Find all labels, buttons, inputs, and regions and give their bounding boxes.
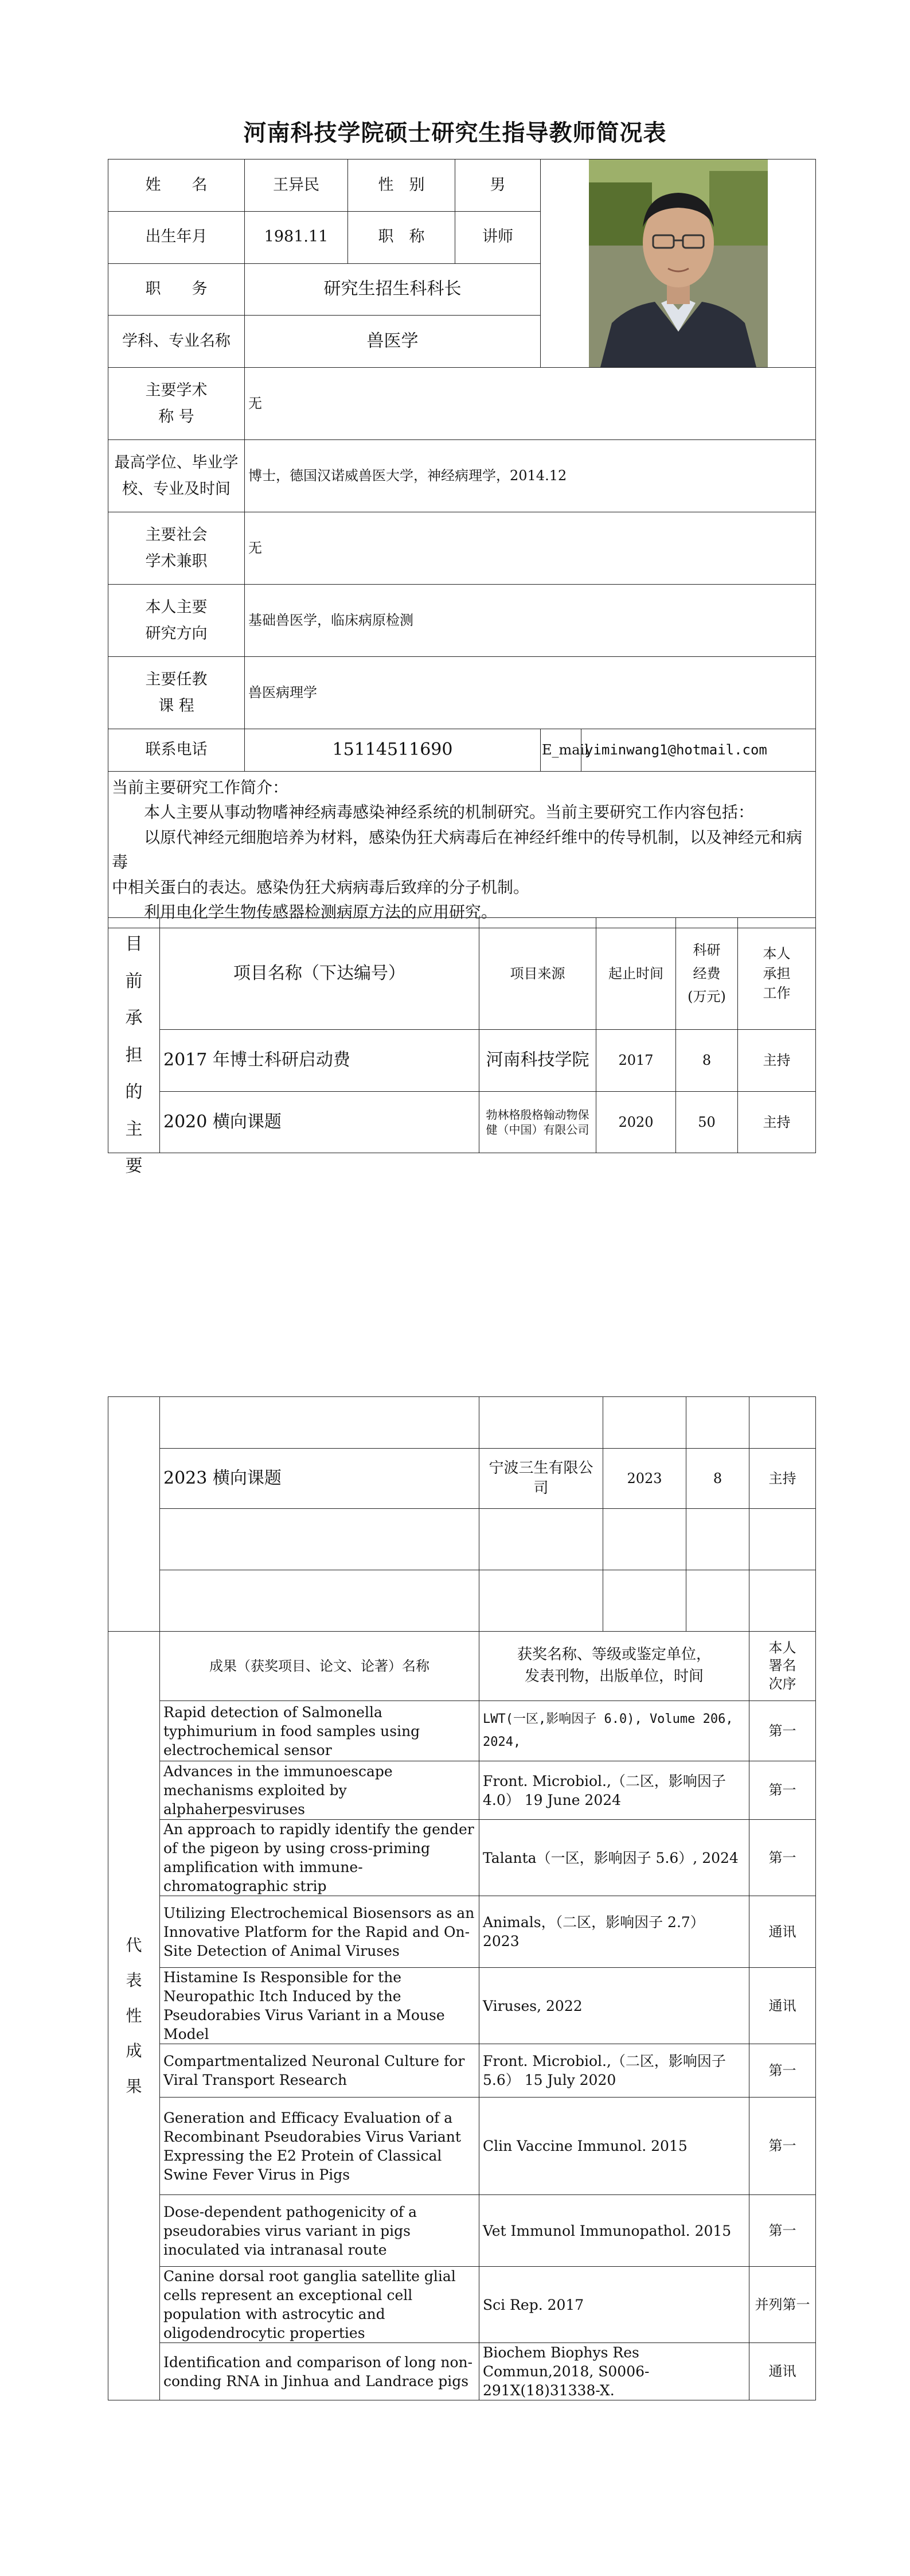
achievement-title: An approach to rapidly identify the gender of the pigeon by using cross-priming amplification with immune-chromatographic strip	[160, 1820, 479, 1896]
achievement-title: Utilizing Electrochemical Biosensors as an Innovative Platform for the Rapid and On-Site Detection of Animal Viruses	[160, 1896, 479, 1968]
project-role	[749, 1509, 816, 1570]
project-role: 主持	[738, 1092, 816, 1153]
achievements-side-label: 代 表 性 成 果	[108, 1632, 160, 2400]
project-period: 2020	[596, 1092, 676, 1153]
project-source	[479, 1570, 603, 1632]
achievement-order: 第一	[749, 2098, 816, 2195]
project-funding: 8	[676, 1030, 738, 1092]
achievement-source-header: 获奖名称、等级或鉴定单位， 发表刊物，出版单位，时间	[479, 1632, 749, 1701]
achievement-order: 通讯	[749, 1968, 816, 2044]
project-role	[749, 1570, 816, 1632]
intro-line: 利用电化学生物传感器检测病原方法的应用研究。	[144, 902, 498, 921]
table-row	[108, 1397, 816, 1449]
project-period-header: 起止时间	[596, 918, 676, 1030]
position-value: 研究生招生科科长	[245, 263, 541, 316]
table-row	[108, 1570, 816, 1632]
project-period: 2023	[603, 1449, 686, 1509]
table-row	[108, 1968, 816, 2044]
project-name	[160, 1397, 479, 1449]
achievement-title: Advances in the immunoescape mechanisms exploited by alphaherpesviruses	[160, 1761, 479, 1820]
photo-cell	[541, 159, 816, 368]
education-label: 最高学位、毕业学 校、专业及时间	[108, 440, 245, 512]
project-source: 河南科技学院	[479, 1030, 596, 1092]
achievement-order-header: 本人 署名 次序	[749, 1632, 816, 1701]
project-name: 2020 横向课题	[160, 1092, 479, 1153]
research-value: 基础兽医学，临床病原检测	[245, 585, 816, 657]
achievement-source: Vet Immunol Immunopathol. 2015	[479, 2195, 749, 2267]
achievement-source: Front. Microbiol.,（二区，影响因子 4.0） 19 June 2024	[479, 1761, 749, 1820]
title-label: 职 称	[348, 211, 455, 263]
project-name: 2023 横向课题	[160, 1449, 479, 1509]
intro-heading: 当前主要研究工作简介：	[112, 778, 289, 797]
achievement-source: Viruses, 2022	[479, 1968, 749, 2044]
projects-table-part1	[108, 917, 816, 1176]
projects-table-part2	[108, 1396, 816, 1632]
position-label: 职 务	[108, 263, 245, 316]
project-source: 宁波三生有限公司	[479, 1449, 603, 1509]
academic-title-value: 无	[245, 368, 816, 440]
table-row	[108, 1509, 816, 1570]
achievement-order: 并列第一	[749, 2267, 816, 2343]
title-value: 讲师	[455, 211, 541, 263]
gender-label: 性 别	[348, 159, 455, 212]
project-source-header: 项目来源	[479, 918, 596, 1030]
achievement-order: 通讯	[749, 2343, 816, 2400]
table-row	[108, 1092, 816, 1153]
achievement-title-header: 成果（获奖项目、论文、论著）名称	[160, 1632, 479, 1701]
project-name	[160, 1570, 479, 1632]
email-value: yiminwang1@hotmail.com	[581, 729, 816, 772]
achievement-title: Generation and Efficacy Evaluation of a Recombinant Pseudorabies Virus Variant Expressing the E2 Protein of Classical Swine Fever Virus in Pigs	[160, 2098, 479, 2195]
achievement-order: 第一	[749, 1761, 816, 1820]
projects-side-label: 目 前 承 担 的 主 要	[108, 918, 160, 1153]
project-period	[603, 1509, 686, 1570]
birth-value: 1981.11	[245, 211, 348, 263]
achievement-source: Sci Rep. 2017	[479, 2267, 749, 2343]
table-row	[108, 2195, 816, 2267]
achievement-title: Compartmentalized Neuronal Culture for Viral Transport Research	[160, 2044, 479, 2098]
social-value: 无	[245, 512, 816, 585]
profile-photo	[589, 159, 768, 367]
project-name: 2017 年博士科研启动费	[160, 1030, 479, 1092]
courses-label: 主要任教 课 程	[108, 657, 245, 729]
intro-line: 以原代神经元细胞培养为材料，感染伪狂犬病毒后在神经纤维中的传导机制，以及神经元和病毒	[112, 827, 803, 872]
phone-value: 15114511690	[245, 729, 541, 772]
project-funding	[686, 1397, 749, 1449]
research-label: 本人主要 研究方向	[108, 585, 245, 657]
achievement-source: Talanta（一区，影响因子 5.6）, 2024	[479, 1820, 749, 1896]
project-period	[603, 1570, 686, 1632]
table-row	[108, 1761, 816, 1820]
courses-value: 兽医病理学	[245, 657, 816, 729]
projects-side-label-cont	[108, 1397, 160, 1632]
achievement-source: Biochem Biophys Res Commun,2018, S0006-291X(18)31338-X.	[479, 2343, 749, 2400]
social-label: 主要社会 学术兼职	[108, 512, 245, 585]
intro-line: 本人主要从事动物嗜神经病毒感染神经系统的机制研究。当前主要研究工作内容包括：	[144, 803, 755, 822]
table-row	[108, 1449, 816, 1509]
table-row	[108, 1701, 816, 1761]
table-row	[108, 2343, 816, 2400]
discipline-label: 学科、专业名称	[108, 316, 245, 368]
project-funding	[686, 1570, 749, 1632]
project-name-header: 项目名称（下达编号）	[160, 918, 479, 1030]
project-role: 主持	[749, 1449, 816, 1509]
name-label: 姓 名	[108, 159, 245, 212]
achievement-title: Rapid detection of Salmonella typhimurium in food samples using electrochemical sensor	[160, 1701, 479, 1761]
project-source: 勃林格殷格翰动物保健（中国）有限公司	[479, 1092, 596, 1153]
table-row	[108, 2267, 816, 2343]
education-value: 博士，德国汉诺威兽医大学，神经病理学，2014.12	[245, 440, 816, 512]
name-value: 王异民	[245, 159, 348, 212]
project-source	[479, 1397, 603, 1449]
achievement-source: Front. Microbiol.,（二区，影响因子 5.6） 15 July 2020	[479, 2044, 749, 2098]
table-row	[108, 1030, 816, 1092]
achievement-source: Clin Vaccine Immunol. 2015	[479, 2098, 749, 2195]
achievements-table	[108, 1631, 816, 2400]
project-funding: 8	[686, 1449, 749, 1509]
achievement-title: Identification and comparison of long non-conding RNA in Jinhua and Landrace pigs	[160, 2343, 479, 2400]
intro-line: 中相关蛋白的表达。感染伪狂犬病病毒后致痒的分子机制。	[112, 877, 530, 897]
gender-value: 男	[455, 159, 541, 212]
project-name	[160, 1509, 479, 1570]
achievement-order: 通讯	[749, 1896, 816, 1968]
achievement-order: 第一	[749, 1701, 816, 1761]
table-row	[108, 2044, 816, 2098]
achievement-title: Canine dorsal root ganglia satellite glial cells represent an exceptional cell population with astrocytic and oligodendrocytic properties	[160, 2267, 479, 2343]
info-table	[108, 159, 816, 928]
research-intro	[108, 772, 816, 928]
achievement-title: Histamine Is Responsible for the Neuropathic Itch Induced by the Pseudorabies Virus Variant in a Mouse Model	[160, 1968, 479, 2044]
table-row	[108, 1896, 816, 1968]
discipline-value: 兽医学	[245, 316, 541, 368]
table-row	[108, 2098, 816, 2195]
project-period: 2017	[596, 1030, 676, 1092]
achievement-title: Dose-dependent pathogenicity of a pseudorabies virus variant in pigs inoculated via intranasal route	[160, 2195, 479, 2267]
project-role: 主持	[738, 1030, 816, 1092]
achievement-source: Animals，（二区，影响因子 2.7） 2023	[479, 1896, 749, 1968]
achievement-source: LWT(一区,影响因子 6.0), Volume 206, 2024,	[479, 1701, 749, 1761]
project-funding-header: 科研 经费 (万元)	[676, 918, 738, 1030]
phone-label: 联系电话	[108, 729, 245, 772]
achievement-order: 第一	[749, 1820, 816, 1896]
achievement-order: 第一	[749, 2195, 816, 2267]
birth-label: 出生年月	[108, 211, 245, 263]
project-source	[479, 1509, 603, 1570]
project-funding: 50	[676, 1092, 738, 1153]
academic-title-label: 主要学术 称 号	[108, 368, 245, 440]
project-role	[749, 1397, 816, 1449]
table-row	[108, 1820, 816, 1896]
page-title: 河南科技学院硕士研究生指导教师简况表	[243, 120, 667, 146]
achievement-order: 第一	[749, 2044, 816, 2098]
project-role-header: 本人 承担 工作	[738, 918, 816, 1030]
project-period	[603, 1397, 686, 1449]
project-funding	[686, 1509, 749, 1570]
email-label: E_mail	[541, 729, 581, 772]
